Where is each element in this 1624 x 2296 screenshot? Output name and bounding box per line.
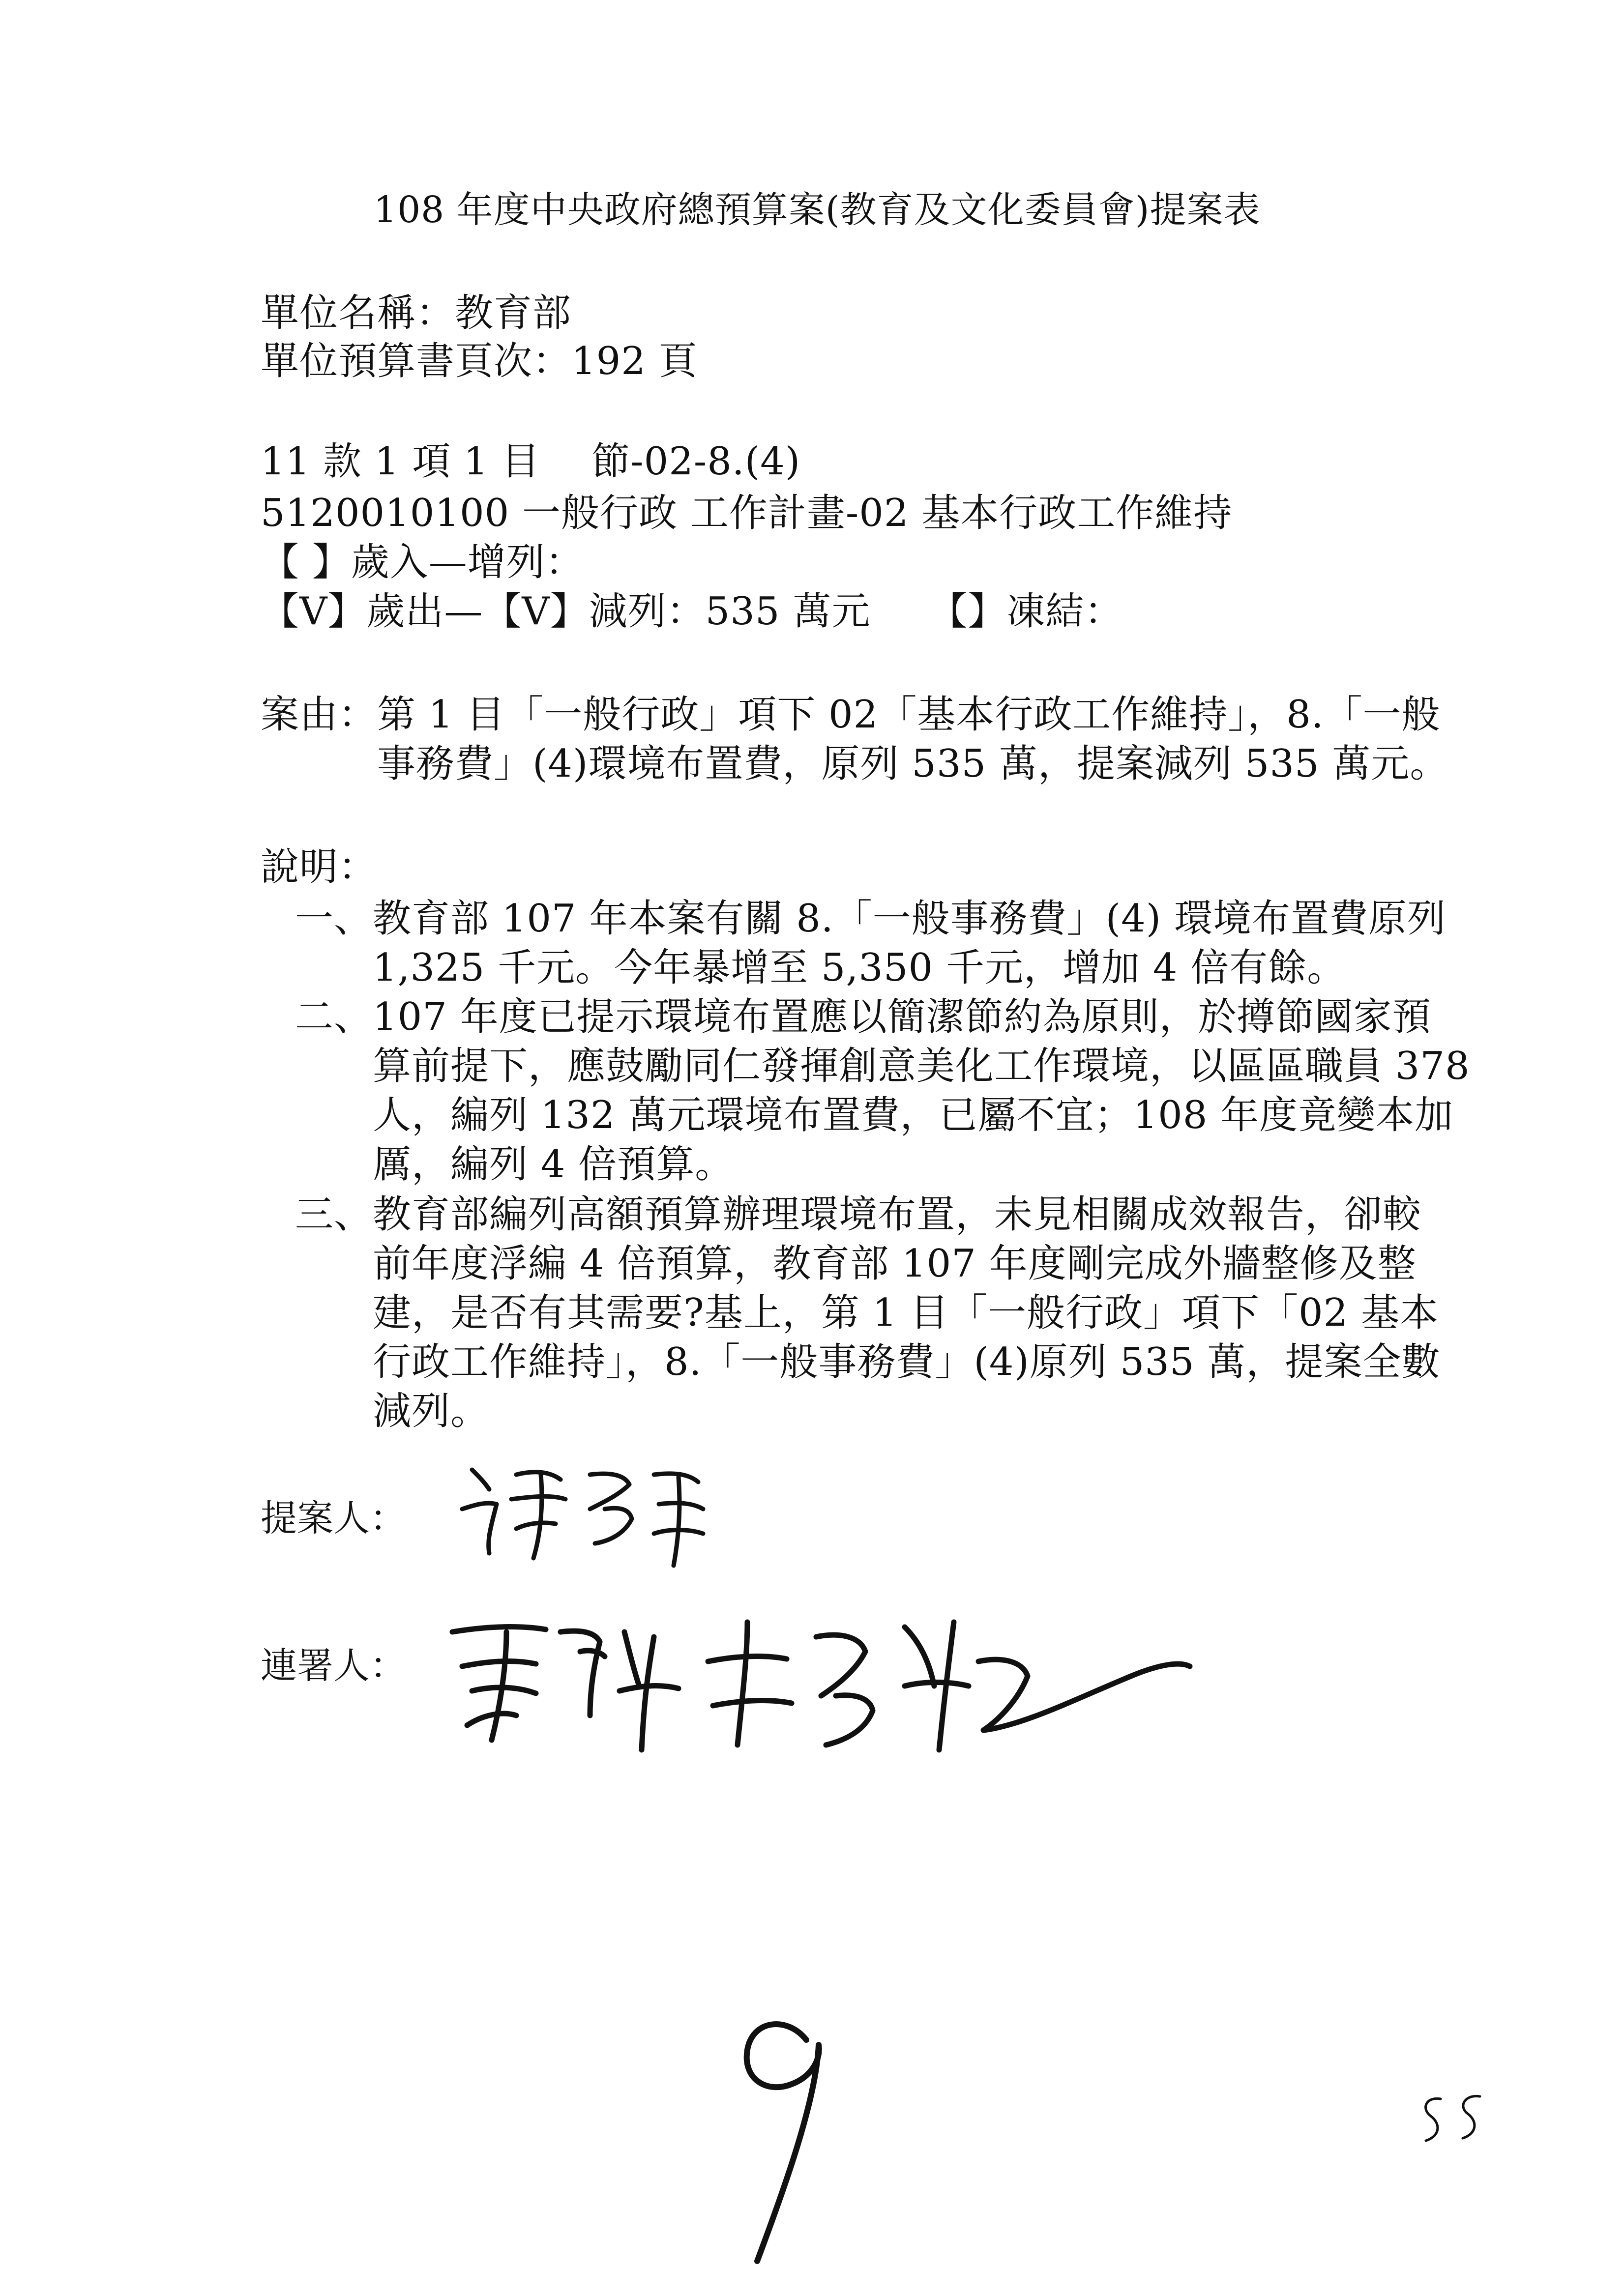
explanation-line: 建，是否有其需要?基上，第 1 目「一般行政」項下「02 基本 xyxy=(295,1291,1439,1335)
explanation-line: 算前提下，應鼓勵同仁發揮創意美化工作環境，以區區職員 378 xyxy=(295,1044,1470,1088)
reason-line: 事務費」(4)環境布置費，原列 535 萬，提案減列 535 萬元。 xyxy=(261,742,1449,786)
corner-mark-handwritten xyxy=(1411,2089,1500,2148)
explanation-label: 說明： xyxy=(261,845,378,889)
document-title: 108 年度中央政府總預算案(教育及文化委員會)提案表 xyxy=(374,189,1261,231)
budget-page-reference: 單位預算書頁次：192 頁 xyxy=(261,339,698,383)
explanation-line: 減列。 xyxy=(295,1389,490,1433)
reason-line: 案由：第 1 目「一般行政」項下 02「基本行政工作維持」，8.「一般 xyxy=(261,693,1441,737)
proposer-signature xyxy=(443,1455,787,1573)
explanation-line: 前年度浮編 4 倍預算，教育部 107 年度剛完成外牆整修及整 xyxy=(295,1242,1417,1286)
explanation-line: 一、教育部 107 年本案有關 8.「一般事務費」(4) 環境布置費原列 xyxy=(295,897,1446,941)
page-number-handwritten xyxy=(728,2005,856,2281)
explanation-line: 1,325 千元。今年暴增至 5,350 千元，增加 4 倍有餘。 xyxy=(295,946,1346,990)
explanation-line: 三、教育部編列高額預算辦理環境布置，未見相關成效報告，卻較 xyxy=(295,1192,1422,1237)
cosigner-label: 連署人： xyxy=(261,1645,406,1687)
revenue-line: 【 】歲入—增列： xyxy=(261,540,584,584)
explanation-line: 厲，編列 4 倍預算。 xyxy=(295,1142,734,1187)
explanation-line: 人，編列 132 萬元環境布置費，已屬不宜；108 年度竟變本加 xyxy=(295,1093,1454,1137)
program-name: 5120010100 一般行政 工作計畫-02 基本行政工作維持 xyxy=(261,491,1233,535)
expenditure-line: 【V】歲出—【V】減列：535 萬元 【】凍結： xyxy=(261,589,1123,634)
item-code: 11 款 1 項 1 目 節-02-8.(4) xyxy=(261,439,801,484)
proposer-label: 提案人： xyxy=(261,1497,406,1540)
unit-name: 單位名稱：教育部 xyxy=(261,291,572,335)
cosigner-signatures xyxy=(433,1602,1200,1765)
explanation-line: 二、107 年度已提示環境布置應以簡潔節約為原則，於撙節國家預 xyxy=(295,995,1431,1039)
explanation-line: 行政工作維持」，8.「一般事務費」(4)原列 535 萬，提案全數 xyxy=(295,1340,1441,1384)
